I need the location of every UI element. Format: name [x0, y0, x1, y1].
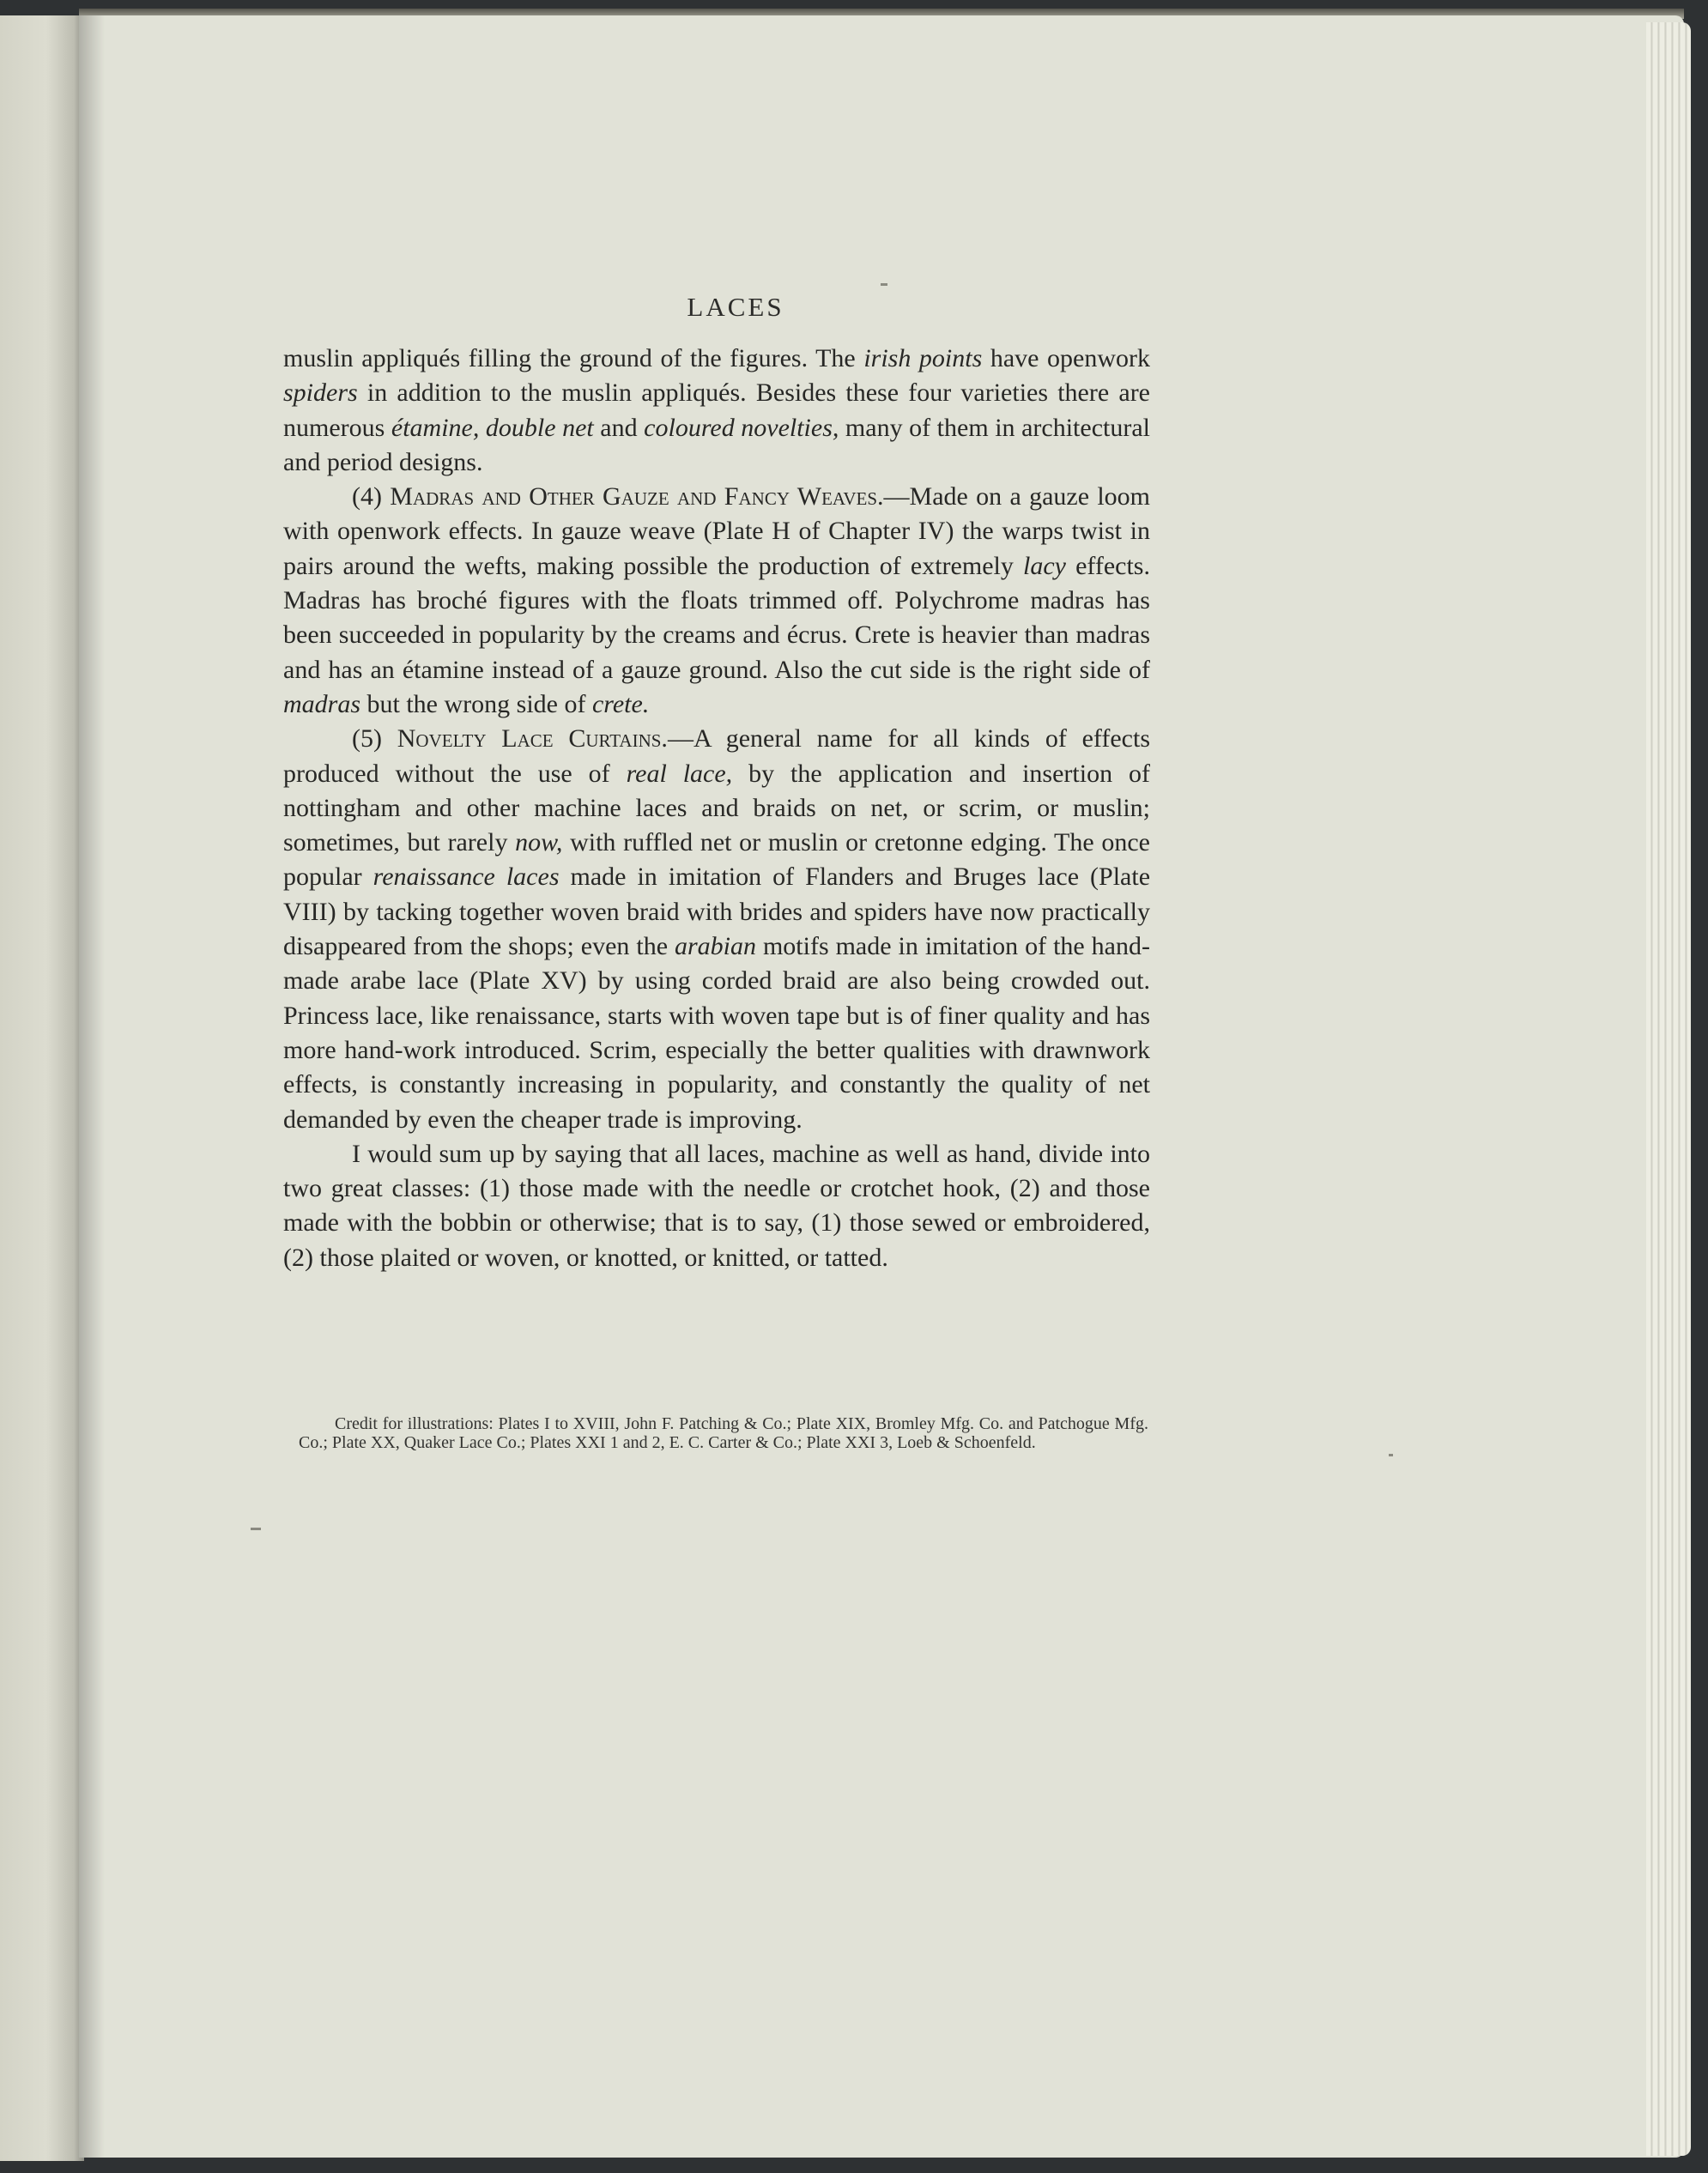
illustration-credit: Credit for illustrations: Plates I to XVIII, John F. Patching & Co.; Plate XIX, Bromley Mfg. Co. and Patchogue Mfg. Co.; Plate XX, Quaker Lace Co.; Plates XXI 1 and 2, E. C. Carter & Co.; Plate XXI 3, Loeb & Schoenfeld.	[299, 1414, 1148, 1452]
gutter-shadow	[79, 15, 105, 2158]
paragraph-p4	[283, 1137, 1150, 1275]
text-run: effects. Madras has broché figures with the floats trimmed off. Polychrome madras has been succeeded in popularity by the creams and écrus. Crete is heavier than madras and has an étamine instead of a gauze ground. Also the cut side is the right side of	[283, 551, 1150, 684]
italic-term: crete.	[591, 689, 650, 718]
page-stack-edges	[1646, 22, 1691, 2156]
text-run: in addition to the muslin appliqués. Besides these four varieties there are numerous	[283, 378, 1150, 442]
paper-speck	[881, 283, 887, 286]
text-run: by the application and insertion of nottingham and other machine laces and braids on net, or scrim, or muslin; sometimes, but rarely	[283, 759, 1150, 857]
text-run: made in imitation of Flanders and Bruges lace (Plate VIII) by tacking together woven braid with brides and spiders have now practically disappeared from the shops; even the	[283, 863, 1151, 961]
text-run: muslin appliqués filling the ground of the figures. The	[283, 344, 864, 372]
text-run: (5)	[352, 724, 397, 754]
italic-term: lacy	[1022, 551, 1066, 580]
paragraph-p3	[283, 722, 1150, 1137]
italic-term: renaissance laces	[372, 863, 560, 892]
text-run: but the wrong side of	[360, 689, 592, 718]
italic-term: spiders	[283, 378, 358, 408]
running-head: LACES	[687, 292, 784, 322]
paper-speck	[251, 1528, 261, 1530]
text-run: (4)	[352, 482, 391, 511]
body-text	[283, 342, 1150, 1275]
italic-term: madras	[283, 689, 361, 718]
text-run: —A general name for all kinds of effects produced without the use of	[283, 724, 1150, 788]
italic-term: irish points	[863, 344, 983, 372]
text-run: I would sum up by saying that all laces, machine as well as hand, divide into two great classes: (1) those made with the needle or crotchet hook, (2) and those made with the bobbin or otherwise; that is to say, (1) those sewed or embroidered, (2) those plaited or woven, or knotted, or knitted, or tatted.	[283, 1139, 1150, 1272]
italic-term: now,	[515, 828, 563, 857]
paragraph-p1	[283, 342, 1150, 480]
paper-speck	[1389, 1454, 1393, 1456]
italic-term: étamine, double net	[391, 413, 594, 442]
italic-term: coloured novelties,	[644, 413, 839, 442]
facing-page-edge	[0, 15, 84, 2161]
section-heading: Madras and Other Gauze and Fancy Weaves.	[390, 482, 884, 511]
text-run: —Made on a gauze loom with openwork effects. In gauze weave (Plate H of Chapter IV) the warps twist in pairs around the wefts, making possible the production of extremely	[283, 482, 1151, 580]
italic-term: arabian	[674, 932, 756, 961]
italic-term: real lace,	[626, 759, 733, 788]
text-run: motifs made in imitation of the hand-made arabe lace (Plate XV) by using corded braid are also being crowded out. Princess lace, like renaissance, starts with woven tape but is of finer quality and has more hand-work introduced. Scrim, especially the better qualities with drawnwork effects, is constantly increasing in popularity, and constantly the quality of net demanded by even the cheaper trade is improving.	[283, 932, 1150, 1134]
paragraph-p2	[283, 480, 1150, 722]
text-run: have openwork	[982, 344, 1150, 372]
section-heading: Novelty Lace Curtains.	[397, 724, 668, 754]
text-run: many of them in architectural and period designs.	[283, 413, 1150, 476]
text-run: and	[593, 413, 645, 442]
text-run: with ruffled net or muslin or cretonne edging. The once popular	[283, 828, 1150, 892]
